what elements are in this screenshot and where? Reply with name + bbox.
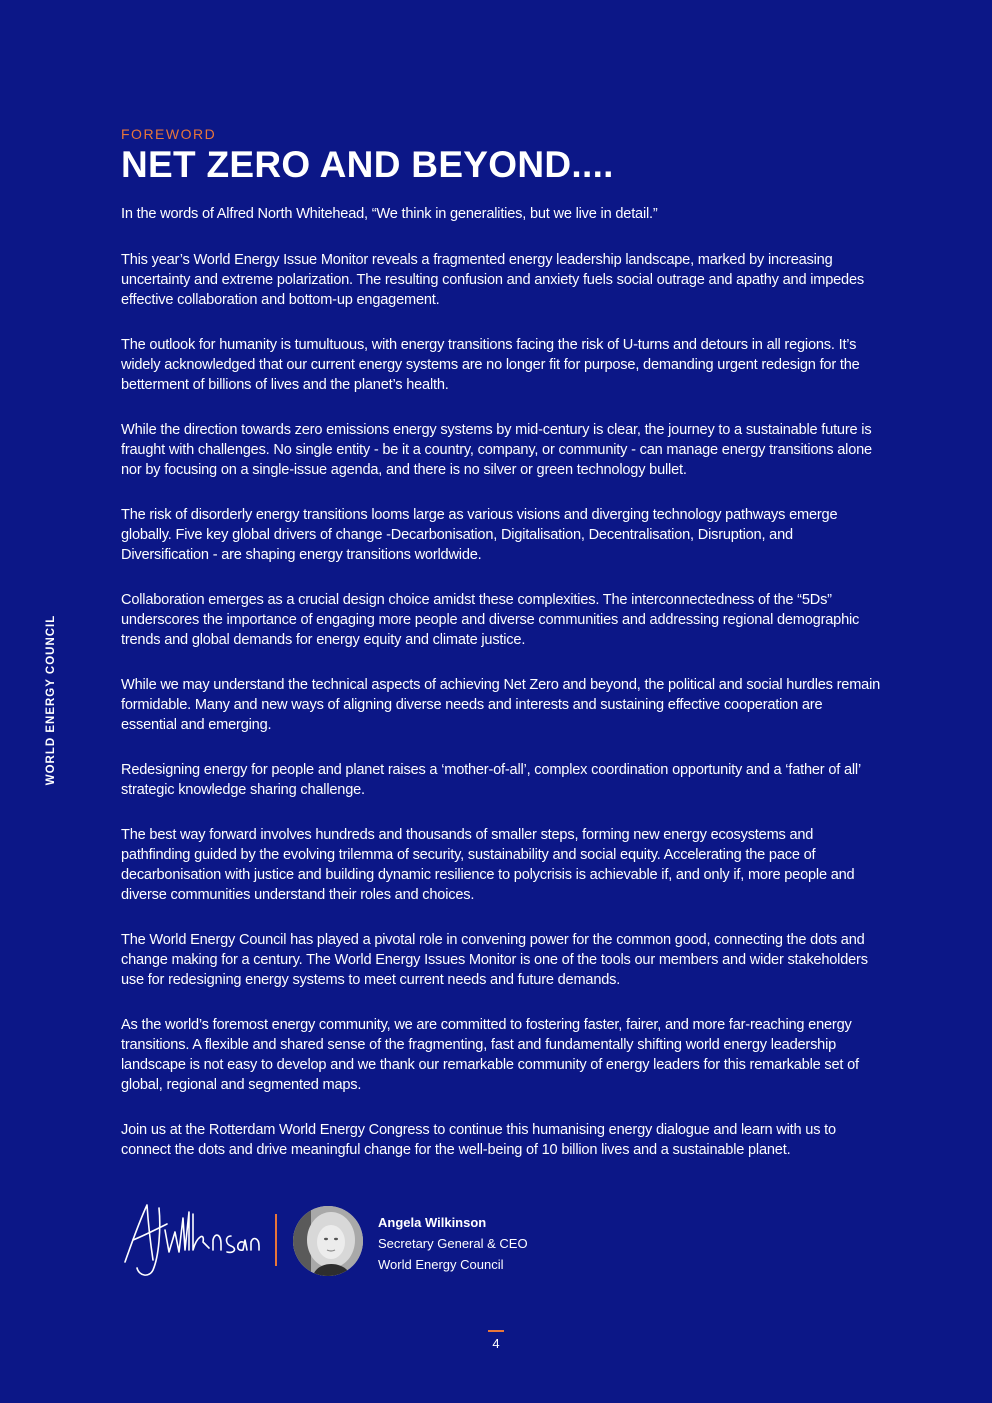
- signatory-role: Secretary General & CEO: [378, 1236, 528, 1251]
- section-eyebrow: FOREWORD: [121, 126, 217, 142]
- signature-block: [121, 1200, 621, 1290]
- handwritten-signature: [121, 1200, 261, 1280]
- avatar: [293, 1206, 363, 1276]
- paragraph: Collaboration emerges as a crucial design choice amidst these complexities. The interconnectedness of the “5Ds” underscores the importance of engaging more people and diverse communities and addressing regional demographic trends and global demands for energy equity and climate justice.: [121, 592, 860, 648]
- paragraph: While the direction towards zero emissions energy systems by mid-century is clear, the journey to a sustainable future is fraught with challenges. No single entity - be it a country, company, or community - can manage energy transitions alone nor by focusing on a single-issue agenda, and there is no silver or green technology bullet.: [121, 422, 872, 478]
- paragraph: The best way forward involves hundreds and thousands of smaller steps, forming new energy ecosystems and pathfinding guided by the evolving trilemma of security, sustainability and social equity. Accelerating the pace of decarbonisation with justice and building dynamic resilience to polycrisis is achievable if, and only if, more people and diverse communities understand their roles and choices.: [121, 827, 855, 903]
- paragraph: The World Energy Council has played a pivotal role in convening power for the common good, connecting the dots and change making for a century. The World Energy Issues Monitor is one of the tools our members and wider stakeholders use for redesigning energy systems to meet current needs and future demands.: [121, 932, 868, 988]
- paragraph: The risk of disorderly energy transitions looms large as various visions and diverging technology pathways emerge globally. Five key global drivers of change -Decarbonisation, Digitalisation, Decentralisation, Disruption, and Diversification - are shaping energy transitions worldwide.: [121, 507, 838, 563]
- paragraph: As the world’s foremost energy community, we are committed to fostering faster, fairer, and more far-reaching energy transitions. A flexible and shared sense of the fragmenting, fast and fundamentally shifting world energy leadership landscape is not easy to develop and we thank our remarkable community of energy leaders for this remarkable set of global, regional and segmented maps.: [121, 1017, 859, 1093]
- page-number: [486, 1330, 506, 1351]
- page-number-accent: [488, 1330, 504, 1332]
- page-number-text: 4: [492, 1336, 500, 1351]
- signatory-name: Angela Wilkinson: [378, 1215, 487, 1230]
- paragraph: In the words of Alfred North Whitehead, “We think in generalities, but we live in detail.”: [121, 206, 658, 222]
- foreword-content: [121, 126, 881, 1185]
- page-title: NET ZERO AND BEYOND....: [121, 144, 614, 185]
- paragraph: The outlook for humanity is tumultuous, with energy transitions facing the risk of U-turns and detours in all regions. It’s widely acknowledged that our current energy systems are no longer fit for purpose, demanding urgent redesign for the betterment of billions of lives and the planet’s health.: [121, 337, 860, 393]
- sidebar-organization-label: WORLD ENERGY COUNCIL: [45, 614, 57, 786]
- paragraph: Redesigning energy for people and planet raises a ‘mother-of-all’, complex coordination opportunity and a ‘father of all’ strategic knowledge sharing challenge.: [121, 762, 861, 798]
- portrait-photo: [293, 1206, 363, 1276]
- paragraph: Join us at the Rotterdam World Energy Congress to continue this humanising energy dialogue and learn with us to connect the dots and drive meaningful change for the well-being of 10 billion lives and a sustainable planet.: [121, 1122, 836, 1158]
- signatory-details: [378, 1212, 528, 1275]
- signature-divider: [275, 1214, 277, 1266]
- signatory-organization: World Energy Council: [378, 1257, 504, 1272]
- paragraph: This year’s World Energy Issue Monitor reveals a fragmented energy leadership landscape, marked by increasing uncertainty and extreme polarization. The resulting confusion and anxiety fuels social outrage and apathy and impedes effective collaboration and bottom-up engagement.: [121, 252, 864, 308]
- paragraph: While we may understand the technical aspects of achieving Net Zero and beyond, the political and social hurdles remain formidable. Many and new ways of aligning diverse needs and interests and sustaining effective cooperation are essential and emerging.: [121, 677, 881, 733]
